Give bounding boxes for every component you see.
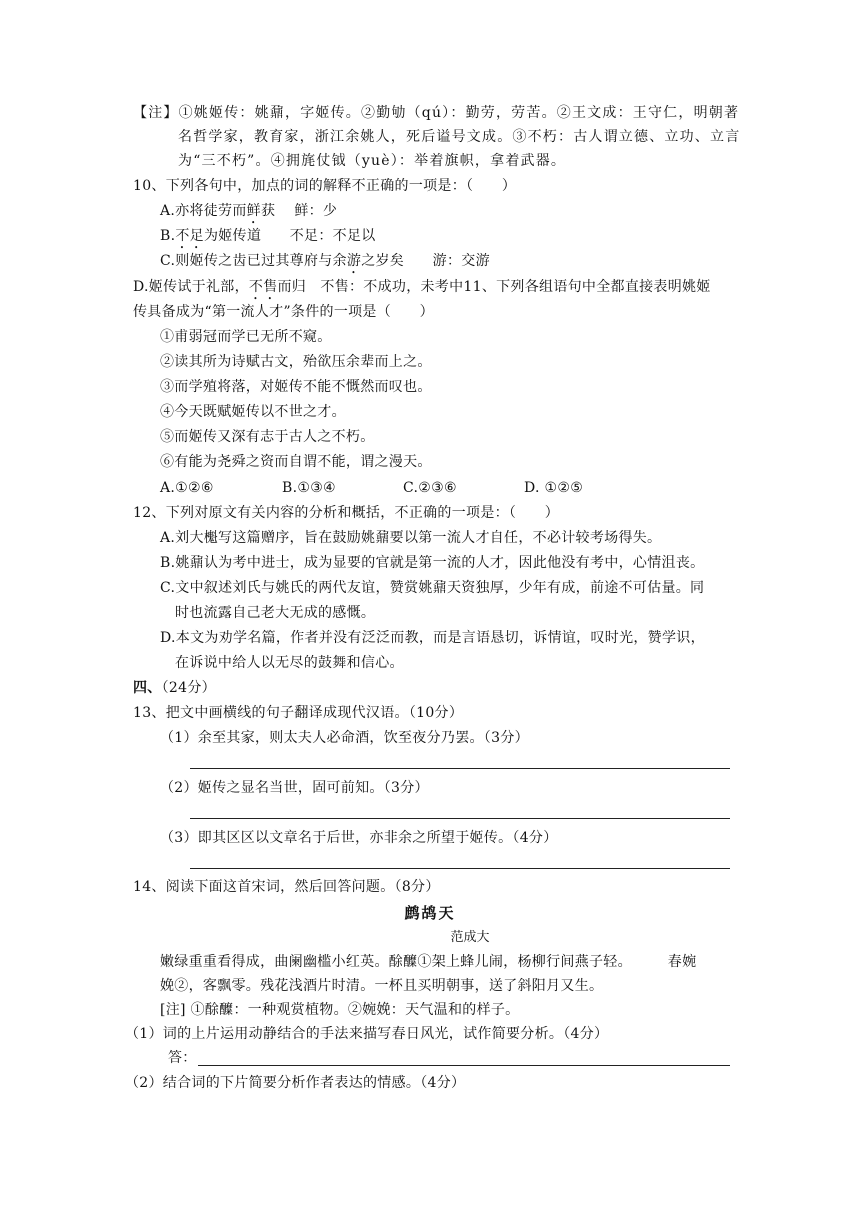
q13-answer-line-3[interactable] bbox=[190, 868, 730, 869]
q12-option-b: B.姚鼐认为考中进士，成为显要的官就是第一流的人才，因此他没有考中，心情沮丧。 bbox=[160, 555, 705, 571]
q11-item-2: ②读其所为诗赋古文，殆欲压余辈而上之。 bbox=[160, 354, 432, 370]
q10-option-d-and-q11-stem: D.姬传试于礼部，不售而归 不售：不成功，未考中11、下列各组语句中全都直接表明姚姬 bbox=[133, 279, 711, 295]
q12-option-c-line-2: 时也流露自己老大无成的感慨。 bbox=[175, 605, 376, 621]
poem-title: 鹧鸪天 bbox=[404, 904, 456, 922]
note-line-3: 为“三不朽”。④拥旄仗钺（yuè）：举着旗帜，拿着武器。 bbox=[178, 153, 567, 169]
q14-sub-question-2: （2）结合词的下片简要分析作者表达的情感。（4分） bbox=[125, 1075, 466, 1091]
q10-option-a: A.亦将徒劳而鲜获 鲜：少 bbox=[160, 203, 338, 219]
q13-answer-line-1[interactable] bbox=[190, 768, 730, 769]
q11-option-b: B.①③④ bbox=[282, 480, 336, 496]
q12-stem: 12、下列对原文有关内容的分析和概括，不正确的一项是：（ ） bbox=[133, 505, 560, 521]
q11-option-a: A.①②⑥ bbox=[160, 480, 214, 496]
q11-option-c: C.②③⑥ bbox=[403, 480, 457, 496]
q13-stem: 13、把文中画横线的句子翻译成现代汉语。（10分） bbox=[133, 705, 464, 721]
q12-option-c-line-1: C.文中叙述刘氏与姚氏的两代友谊，赞赏姚鼐天资独厚，少年有成，前途不可估量。同 bbox=[160, 580, 705, 596]
q14-sub-question-1: （1）词的上片运用动静结合的手法来描写春日风光，试作简要分析。（4分） bbox=[125, 1026, 609, 1042]
note-line-2: 名哲学家，教育家，浙江余姚人，死后谥号文成。③不朽：古人谓立德、立功、立言 bbox=[178, 129, 741, 145]
q11-stem-line-2: 传具备成为“第一流人才”条件的一项是（ ） bbox=[133, 304, 434, 320]
q12-option-d-line-1: D.本文为劝学名篇，作者并没有泛泛而教，而是言语恳切，诉情谊，叹时光，赞学识， bbox=[160, 630, 705, 646]
q11-option-d: D. ①②⑤ bbox=[524, 480, 584, 496]
q13-sentence-1: （1）余至其家，则太夫人必命酒，饮至夜分乃罢。（3分） bbox=[160, 730, 529, 746]
poem-note: [注] ①酴醾：一种观赏植物。②婉娩：天气温和的样子。 bbox=[160, 1002, 520, 1018]
q11-item-4: ④今天既赋姬传以不世之才。 bbox=[160, 404, 346, 420]
q12-option-d-line-2: 在诉说中给人以无尽的鼓舞和信心。 bbox=[175, 655, 404, 671]
q10-option-b: B.不足为姬传道 不足：不足以 bbox=[160, 228, 376, 244]
q10-option-c: C.则姬传之齿已过其尊府与余游之岁矣 游：交游 bbox=[160, 253, 490, 269]
q11-item-1: ①甫弱冠而学已无所不窥。 bbox=[160, 329, 332, 345]
q13-sentence-3: （3）即其区区以文章名于后世，亦非余之所望于姬传。（4分） bbox=[160, 830, 558, 846]
q11-item-6: ⑥有能为尧舜之资而自谓不能，谓之漫天。 bbox=[160, 454, 432, 470]
q14-answer-label: 答： bbox=[168, 1050, 197, 1066]
poem-line-1: 嫩绿重重看得成，曲阑幽槛小红英。酴醾①架上蜂儿闹，杨柳行间燕子轻。 春婉 bbox=[160, 954, 697, 970]
note-line-1: 【注】①姚姬传：姚鼐，字姬传。②勤劬（qú）：勤劳，劳苦。②王文成：王守仁，明朝著 bbox=[133, 105, 740, 121]
poem-author: 范成大 bbox=[450, 930, 490, 945]
section-4-heading: 四、（24分） bbox=[133, 680, 216, 696]
q12-option-a: A.刘大櫆写这篇赠序，旨在鼓励姚鼐要以第一流人才自任，不必计较考场得失。 bbox=[160, 530, 662, 546]
poem-line-2: 娩②，客飘零。残花浅酒片时清。一杯且买明朝事，送了斜阳月又生。 bbox=[160, 978, 604, 994]
q11-item-5: ⑤而姬传又深有志于古人之不朽。 bbox=[160, 429, 375, 445]
q13-answer-line-2[interactable] bbox=[190, 818, 730, 819]
q14-answer-line[interactable] bbox=[198, 1065, 730, 1066]
q10-stem: 10、下列各句中，加点的词的解释不正确的一项是：（ ） bbox=[133, 178, 517, 194]
q13-sentence-2: （2）姬传之显名当世，固可前知。（3分） bbox=[160, 780, 429, 796]
q14-stem: 14、阅读下面这首宋词，然后回答问题。（8分） bbox=[133, 879, 440, 895]
q11-stem: 11、下列各组语句中全都直接表明姚姬 bbox=[463, 279, 711, 295]
q11-item-3: ③而学殖将落，对姬传不能不慨然而叹也。 bbox=[160, 379, 432, 395]
